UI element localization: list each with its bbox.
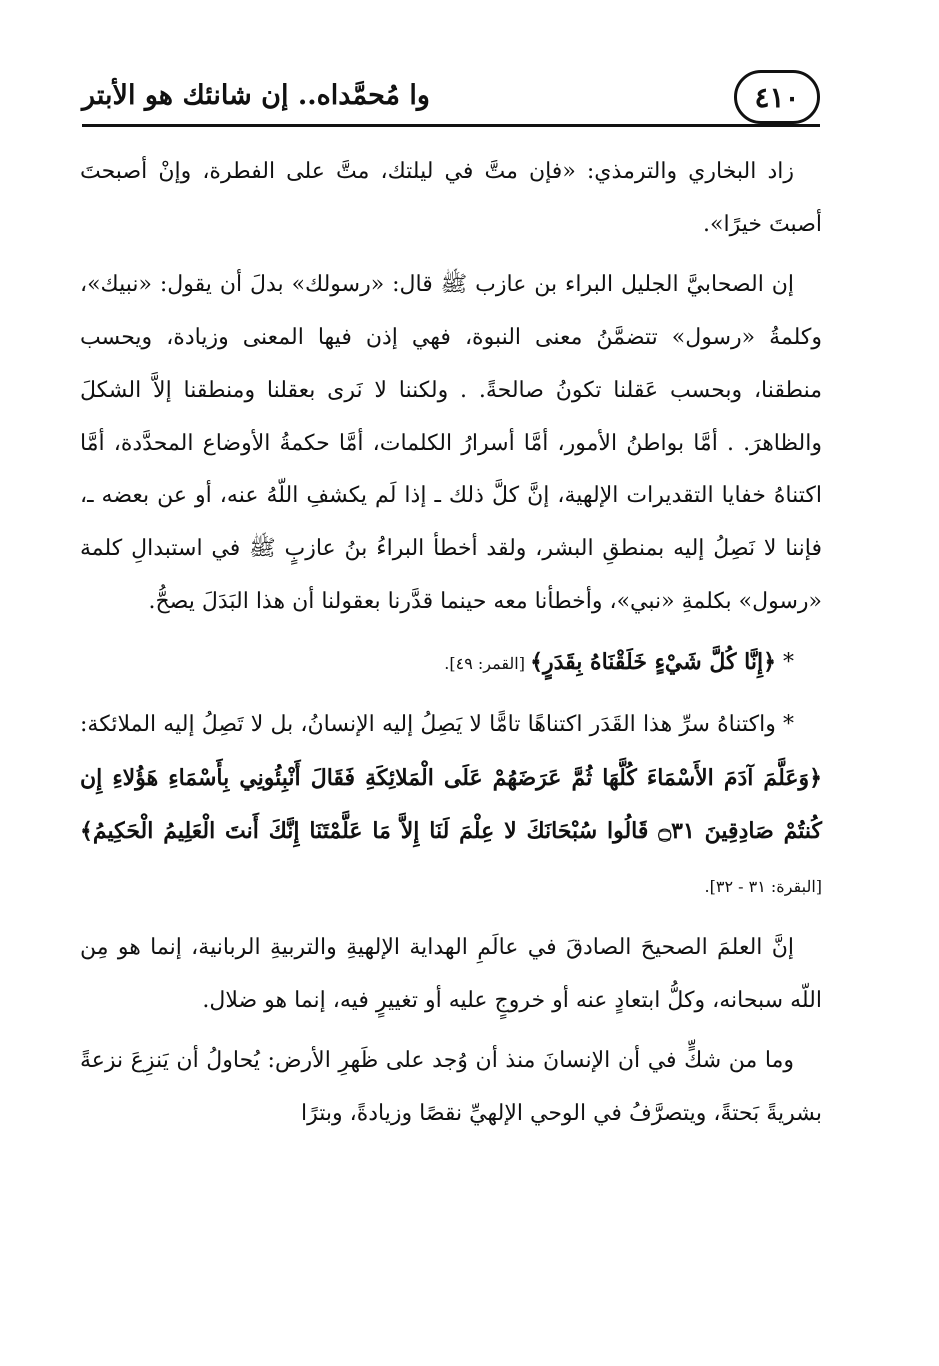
quran-verse-baqara: ﴿وَعَلَّمَ آدَمَ الأَسْمَاءَ كُلَّهَا ثُمَّ عَرَضَهُمْ عَلَى الْمَلائِكَةِ فَقَالَ أَنْبِئُونِي بِأَسْمَاءِ هَؤُلاءِ إِن كُنتُمْ صَادِقِينَ ۝٣١ قَالُوا سُبْحَانَكَ لا عِلْمَ لَنَا إِلاَّ مَا عَلَّمْتَنَا إِنَّكَ أَنتَ الْعَلِيمُ الْحَكِيمُ﴾ [80,764,823,845]
paragraph-baraa-narration: إن الصحابيَّ الجليل البراء بن عازب ﷺ قال: «رسولك» بدلَ أن يقول: «نبيك»، وكلمةُ «رسول» تتضمَّنُ معنى النبوة، فهي إذن فيها المعنى وزيادة، ويحسب منطقنا، وبحسب عَقلنا تكونُ صالحةً. . ولكننا لا نَرى بعقلنا ومنطقنا إلاَّ الشكلَ والظاهرَ. . أمَّا بواطنُ الأمور، أمَّا أسرارُ الكلمات، أمَّا حكمةُ الأوضاع المحدَّدة، أمَّا اكتناهُ خفايا التقديرات الإلهية، إنَّ كلَّ ذلك ـ إذا لَم يكشفِ اللّهُ عنه، أو عن بعضه ـ، فإننا لا نَصِلُ إليه بمنطقِ البشر، ولقد أخطأ البراءُ بنُ عازبٍ ﷺ في استبدالِ كلمة «رسول» بكلمةِ «نبي»، وأخطأنا معه حينما قدَّرنا بعقولنا أن هذا البَدَلَ يصحُّ. [80,272,822,614]
bullet-marker: * [776,650,794,676]
paragraph-quran-qamar [80,636,822,691]
paragraph-angels [80,699,822,914]
paragraph-angels-text: * واكتناهُ سرِّ هذا القَدَر اكتناهًا تامًّا لا يَصِلُ إليه الإنسانُ، بل لا تَصِلُ إليه الملائكة: [80,712,794,738]
quran-verse-qamar: ﴿إِنَّا كُلَّ شَيْءٍ خَلَقْنَاهُ بِقَدَرٍ﴾ [530,649,776,676]
page-number: ٤١٠ [734,70,820,124]
paragraph-human-tendency: وما من شكٍّ في أن الإنسانَ منذ أن وُجد على ظَهرِ الأرض: يُحاولُ أن يَنزِعَ نزعةً بشريةً بَحتةً، ويتصرَّفُ في الوحي الإلهيِّ نقصًا وزيادةً، وبترًا [80,1048,822,1126]
header-rule [82,124,820,127]
paragraph-true-knowledge: إنَّ العلمَ الصحيحَ الصادقَ في عالَمِ الهداية الإلهيةِ والتربيةِ الربانية، إنما هو مِن اللّه سبحانه، وكلُّ ابتعادٍ عنه أو خروجٍ عليه أو تغييرٍ فيه، إنما هو ضلال. [80,934,822,1013]
running-title: وا مُحمَّداه.. إن شانئك هو الأبتر [82,80,430,111]
verse-reference-baqara: [البقرة: ٣١ - ٣٢]. [704,877,822,897]
paragraph-bukhari-addition: زاد البخاري والترمذي: «فإن متَّ في ليلتك، متَّ على الفطرة، وإنْ أصبحتَ أصبتَ خيرًا». [80,159,822,237]
page-header [82,68,820,132]
verse-reference-qamar: [القمر: ٤٩]. [444,654,531,674]
body-text [80,146,822,1141]
